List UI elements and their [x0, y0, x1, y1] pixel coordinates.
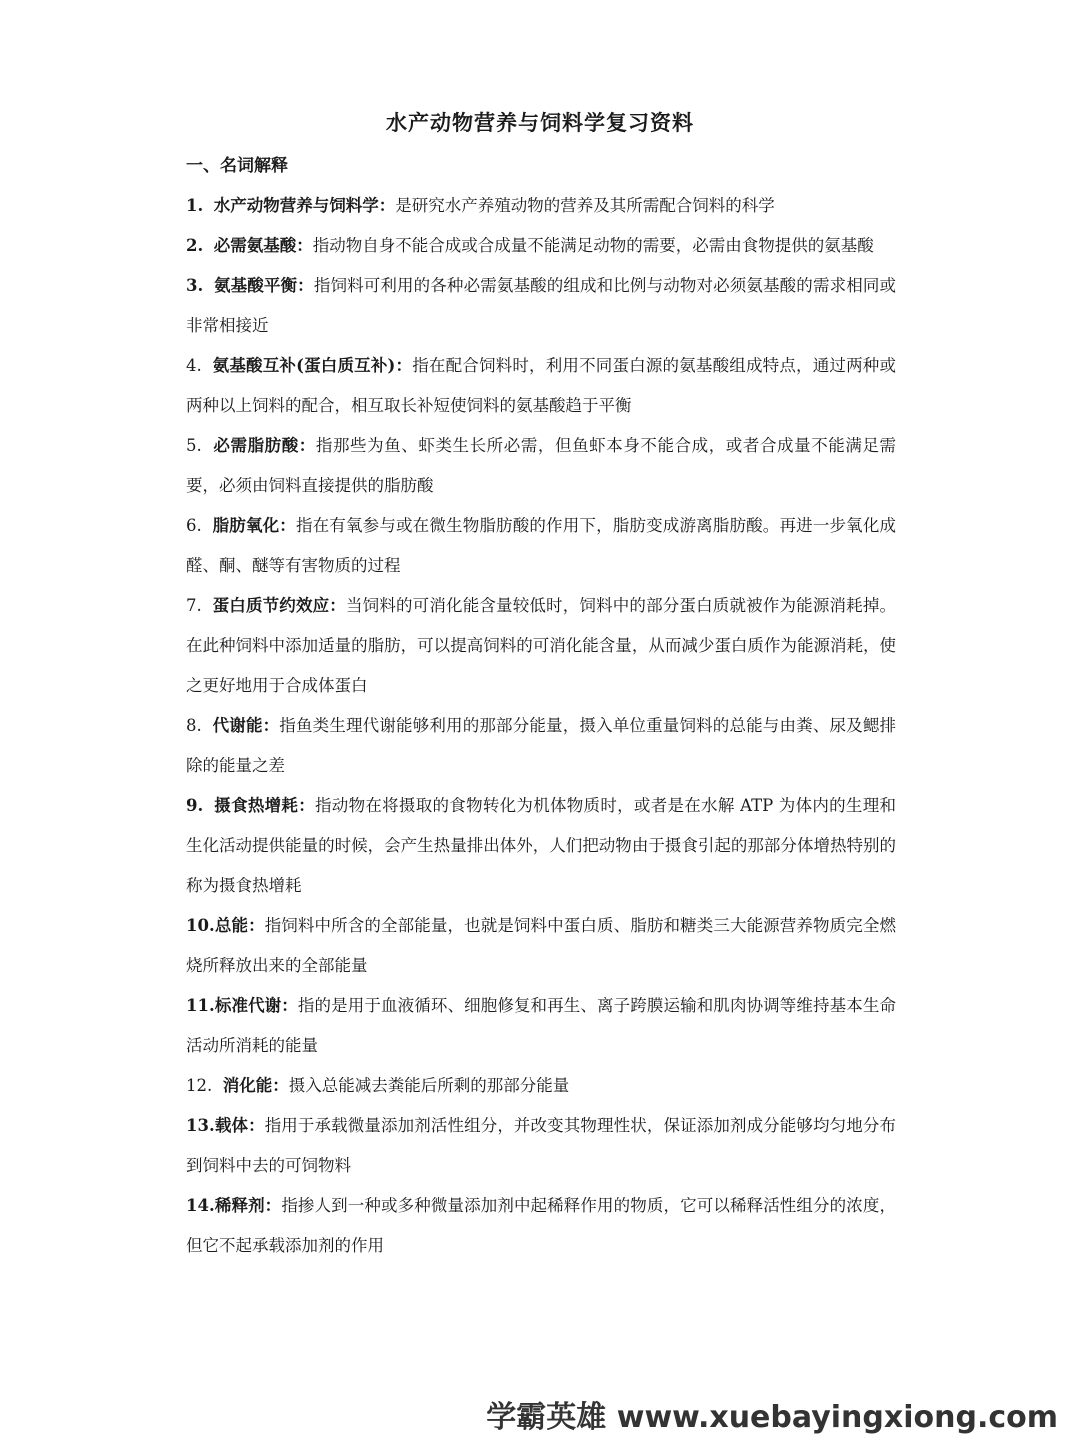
- entry-definition: 指动物自身不能合成或合成量不能满足动物的需要，必需由食物提供的氨基酸: [312, 236, 874, 255]
- entry-definition: 指饲料可利用的各种必需氨基酸的组成和比例与动物对必须氨基酸的需求相同或非常相接近: [186, 276, 896, 335]
- entry-term: 必需氨基酸：: [213, 236, 313, 255]
- entry-number: 4.: [186, 356, 202, 375]
- definition-entry: [186, 186, 896, 226]
- definition-list: [186, 186, 896, 1266]
- definition-entry: [186, 226, 896, 266]
- entry-definition: 指动物在将摄取的食物转化为机体物质时，或者是在水解 ATP 为体内的生理和生化活动提供能量的时候，会产生热量排出体外，人们把动物由于摄食引起的那部分体增热特别的称为摄食热增耗: [186, 796, 896, 895]
- entry-definition: 指的是用于血液循环、细胞修复和再生、离子跨膜运输和肌肉协调等维持基本生命活动所消耗的能量: [186, 996, 897, 1055]
- entry-term: 水产动物营养与饲料学：: [213, 196, 396, 215]
- entry-term: 必需脂肪酸：: [213, 436, 316, 455]
- definition-entry: [186, 906, 896, 986]
- entry-number: 7.: [186, 596, 202, 615]
- entry-number: 8.: [186, 716, 202, 735]
- definition-entry: [186, 426, 896, 506]
- entry-number: 3.: [186, 276, 204, 295]
- definition-entry: [186, 786, 896, 906]
- entry-term: 载体：: [214, 1116, 265, 1135]
- entry-definition: 是研究水产养殖动物的营养及其所需配合饲料的科学: [395, 196, 775, 215]
- entry-definition: 指饲料中所含的全部能量，也就是饲料中蛋白质、脂肪和糖类三大能源营养物质完全燃烧所释放出来的全部能量: [186, 916, 897, 975]
- entry-term: 摄食热增耗：: [214, 796, 316, 815]
- entry-number: 1.: [186, 196, 204, 215]
- definition-entry: [186, 346, 896, 426]
- definition-entry: [186, 1186, 896, 1266]
- entry-term: 蛋白质节约效应：: [212, 596, 346, 615]
- definition-entry: [186, 1066, 896, 1106]
- definition-entry: [186, 586, 896, 706]
- entry-number: 14.: [186, 1196, 215, 1215]
- definition-entry: [186, 266, 896, 346]
- definition-entry: [186, 506, 896, 586]
- entry-term: 脂肪氧化：: [212, 516, 296, 535]
- entry-definition: 当饲料的可消化能含量较低时，饲料中的部分蛋白质就被作为能源消耗掉。在此种饲料中添加适量的脂肪，可以提高饲料的可消化能含量，从而减少蛋白质作为能源消耗，使之更好地用于合成体蛋白: [186, 596, 897, 695]
- entry-definition: 指在配合饲料时，利用不同蛋白源的氨基酸组成特点，通过两种或两种以上饲料的配合，相互取长补短使饲料的氨基酸趋于平衡: [186, 356, 896, 415]
- entry-number: 10.: [186, 916, 215, 935]
- entry-definition: 指鱼类生理代谢能够利用的那部分能量，摄入单位重量饲料的总能与由粪、尿及鳃排除的能量之差: [186, 716, 897, 775]
- entry-term: 总能：: [214, 916, 265, 935]
- entry-definition: 指在有氧参与或在微生物脂肪酸的作用下，脂肪变成游离脂肪酸。再进一步氧化成醛、酮、醚等有害物质的过程: [186, 516, 897, 575]
- entry-term: 代谢能：: [212, 716, 280, 735]
- entry-number: 9.: [186, 796, 204, 815]
- entry-definition: 摄入总能减去粪能后所剩的那部分能量: [288, 1076, 570, 1095]
- entry-definition: 指那些为鱼、虾类生长所必需，但鱼虾本身不能合成，或者合成量不能满足需要，必须由饲料直接提供的脂肪酸: [186, 436, 897, 495]
- entry-number: 6.: [186, 516, 202, 535]
- entry-definition: 指掺人到一种或多种微量添加剂中起稀释作用的物质，它可以稀释活性组分的浓度，但它不起承载添加剂的作用: [186, 1196, 897, 1255]
- entry-term: 氨基酸平衡：: [214, 276, 314, 295]
- entry-number: 13.: [186, 1116, 215, 1135]
- entry-term: 氨基酸互补(蛋白质互补)：: [212, 356, 413, 375]
- definition-entry: [186, 1106, 896, 1186]
- definition-entry: [186, 706, 896, 786]
- site-watermark: 学霸英雄 www.xuebayingxiong.com: [486, 1400, 1058, 1435]
- entry-number: 12.: [186, 1076, 213, 1095]
- entry-definition: 指用于承载微量添加剂活性组分，并改变其物理性状，保证添加剂成分能够均匀地分布到饲料中去的可饲物料: [186, 1116, 897, 1175]
- entry-term: 稀释剂：: [214, 1196, 282, 1215]
- page-title: 水产动物营养与饲料学复习资料: [386, 110, 694, 135]
- entry-number: 11.: [186, 996, 215, 1015]
- entry-term: 消化能：: [222, 1076, 289, 1095]
- entry-term: 标准代谢：: [214, 996, 298, 1015]
- definition-entry: [186, 986, 896, 1066]
- entry-number: 2.: [186, 236, 204, 255]
- entry-number: 5.: [186, 436, 202, 455]
- section-heading: 一、名词解释: [186, 156, 288, 176]
